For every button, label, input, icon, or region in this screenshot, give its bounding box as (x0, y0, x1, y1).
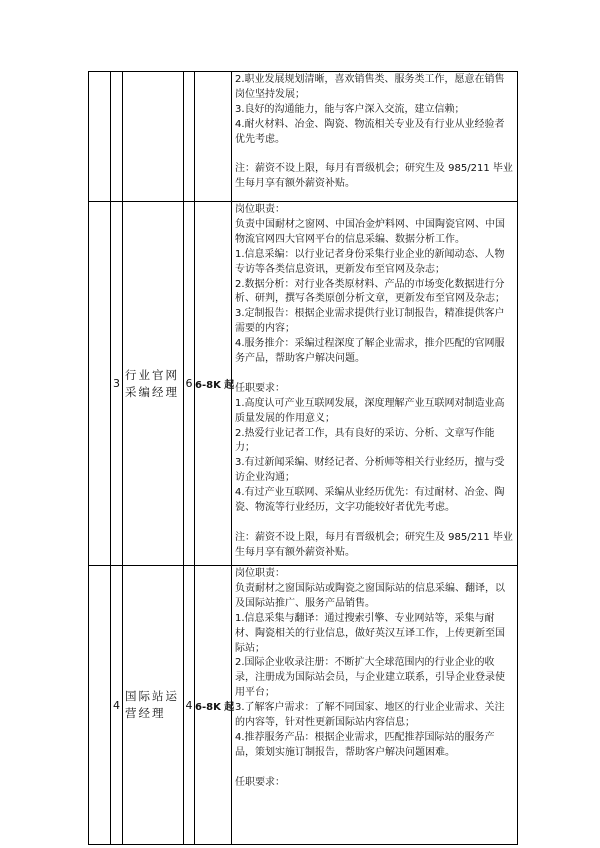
description-line: 4.推荐服务产品：根据企业需求，匹配推荐国际站的服务产品，策划实施订制报告，帮助客户解决问题困难。 (235, 731, 495, 758)
description-line: 3.了解客户需求：了解不同国家、地区的行业企业需求、关注的内容等，针对性更新国际站内容信息； (235, 702, 505, 729)
description-spacer (235, 148, 514, 163)
description-line: 4.有过产业互联网、采编从业经历优先：有过耐材、冶金、陶瓷、物流等行业经历，文字功能较好者优先考虑。 (235, 487, 505, 514)
row-index-cell: 3 (111, 202, 123, 566)
description-line: 2.国际企业收录注册：不断扩大全球范围内的行业企业的收录，注册成为国际站会员，与企业建立联系，引导企业登录使用平台； (235, 657, 505, 699)
description-line: 4.耐火材料、冶金、陶瓷、物流相关专业及有行业从业经验者优先考虑。 (235, 118, 505, 145)
position-title-cell (123, 72, 184, 202)
position-title-cell: 国际站运营经理 (123, 566, 184, 845)
table-row (89, 202, 518, 566)
description-line: 2.热爱行业记者工作，具有良好的采访、分析、文章写作能力； (235, 427, 495, 454)
blank-margin-cell (89, 566, 111, 845)
description-line: 4.服务推介：采编过程深度了解企业需求，推介匹配的官网服务产品，帮助客户解决问题。 (235, 338, 505, 365)
description-line: 2.数据分析：对行业各类原材料、产品的市场变化数据进行分析、研判，撰写各类原创分析文章，更新发布至官网及杂志； (235, 278, 505, 305)
description-line: 负责中国耐材之窗网、中国冶金炉料网、中国陶瓷官网、中国物流官网四大官网平台的信息采编、数据分析工作。 (235, 218, 505, 245)
salary-cell: 6-8K 起 (195, 202, 232, 566)
description-line: 3.有过新闻采编、财经记者、分析师等相关行业经历，擅与受访企业沟通； (235, 457, 505, 484)
description-line: 1.信息采集与翻译：通过搜索引擎、专业网站等，采集与耐材、陶瓷相关的行业信息，做好英汉互译工作，上传更新至国际站； (235, 612, 505, 654)
description-line: 任职要求： (235, 776, 285, 788)
description-line: 3.定制报告：根据企业需求提供行业订制报告，精准提供客户需要的内容； (235, 308, 505, 335)
description-line: 负责耐材之窗国际站或陶瓷之窗国际站的信息采编、翻译，以及国际站推广、服务产品销售。 (235, 582, 505, 609)
description-line: 岗位职责： (235, 568, 285, 579)
salary-cell (195, 72, 232, 202)
description-line: 2.职业发展规划清晰，喜欢销售类、服务类工作，愿意在销售岗位坚持发展； (235, 74, 505, 100)
row-index-cell: 4 (111, 566, 123, 845)
blank-margin-cell (89, 72, 111, 202)
headcount-cell: 4 (184, 566, 195, 845)
description-line: 1.高度认可产业互联网发展，深度理解产业互联网对制造业高质量发展的作用意义； (235, 397, 505, 424)
row-index-cell (111, 72, 123, 202)
description-spacer (235, 516, 514, 531)
description-cell (232, 566, 518, 845)
description-line: 任职要求： (235, 382, 285, 394)
description-line: 3.良好的沟通能力，能与客户深入交流，建立信赖； (235, 103, 465, 115)
description-line: 注：薪资不设上限，每月有晋级机会；研究生及 985/211 毕业生每月享有额外薪资补贴。 (235, 163, 513, 190)
description-spacer (235, 367, 514, 382)
description-line: 岗位职责： (235, 204, 285, 215)
table-row (89, 566, 518, 845)
description-spacer (235, 761, 514, 776)
description-cell (232, 72, 518, 202)
position-title-cell: 行业官网采编经理 (123, 202, 184, 566)
headcount-cell: 6 (184, 202, 195, 566)
table-row (89, 72, 518, 202)
description-line: 注：薪资不设上限，每月有晋级机会；研究生及 985/211 毕业生每月享有额外薪资补贴。 (235, 531, 513, 558)
description-cell (232, 202, 518, 566)
description-line: 1.信息采编：以行业记者身份采集行业企业的新闻动态、人物专访等各类信息资讯，更新发布至官网及杂志； (235, 248, 505, 275)
salary-cell: 6-8K 起 (195, 566, 232, 845)
blank-margin-cell (89, 202, 111, 566)
headcount-cell (184, 72, 195, 202)
job-table (88, 71, 518, 845)
